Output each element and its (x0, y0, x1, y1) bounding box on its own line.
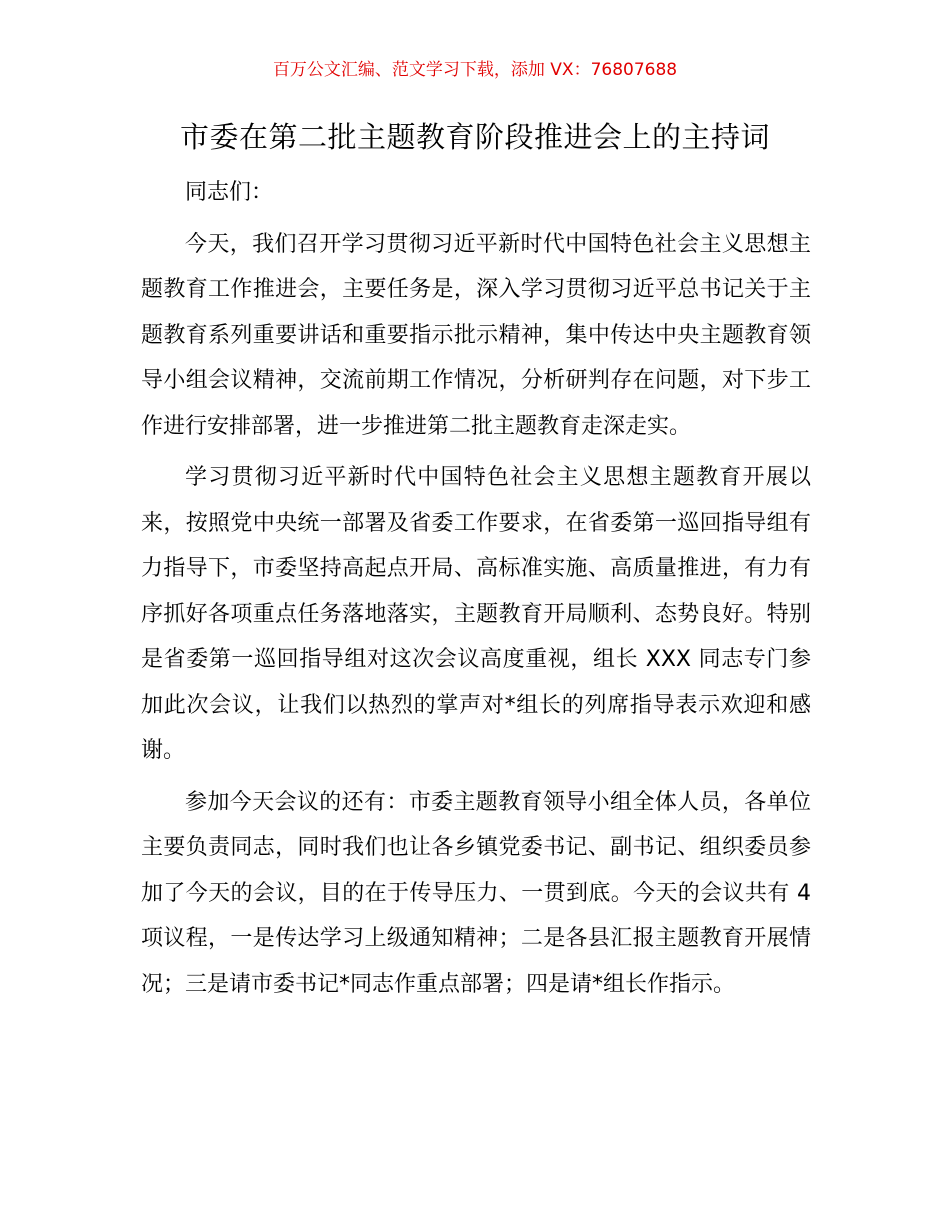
paragraph-2: 学习贯彻习近平新时代中国特色社会主义思想主题教育开展以来，按照党中央统一部署及省委工作要求，在省委第一巡回指导组有力指导下，市委坚持高起点开局、高标准实施、高质量推进，有力有序抓好各项重点任务落地落实，主题教育开局顺利、态势良好。特别是省委第一巡回指导组对这次会议高度重视，组长 XXX 同志专门参加此次会议，让我们以热烈的掌声对*组长的列席指导表示欢迎和感谢。 (141, 465, 811, 763)
document-title: 市委在第二批主题教育阶段推进会上的主持词 (179, 120, 770, 154)
header-banner: 百万公文汇编、范文学习下载，添加 VX：76807688 (272, 60, 678, 80)
paragraph-3: 参加今天会议的还有：市委主题教育领导小组全体人员，各单位主要负责同志，同时我们也让各乡镇党委书记、副书记、组织委员参加了今天的会议，目的在于传导压力、一贯到底。今天的会议共有 4 项议程，一是传达学习上级通知精神；二是各县汇报主题教育开展情况；三是请市委书记*同志作重点部署；四是请*组长作指示。 (141, 789, 811, 997)
salutation: 同志们： (185, 180, 274, 205)
document-body (141, 170, 811, 1007)
paragraph-1: 今天，我们召开学习贯彻习近平新时代中国特色社会主义思想主题教育工作推进会，主要任务是，深入学习贯彻习近平总书记关于主题教育系列重要讲话和重要指示批示精神，集中传达中央主题教育领导小组会议精神，交流前期工作情况，分析研判存在问题，对下步工作进行安排部署，进一步推进第二批主题教育走深走实。 (141, 231, 811, 439)
